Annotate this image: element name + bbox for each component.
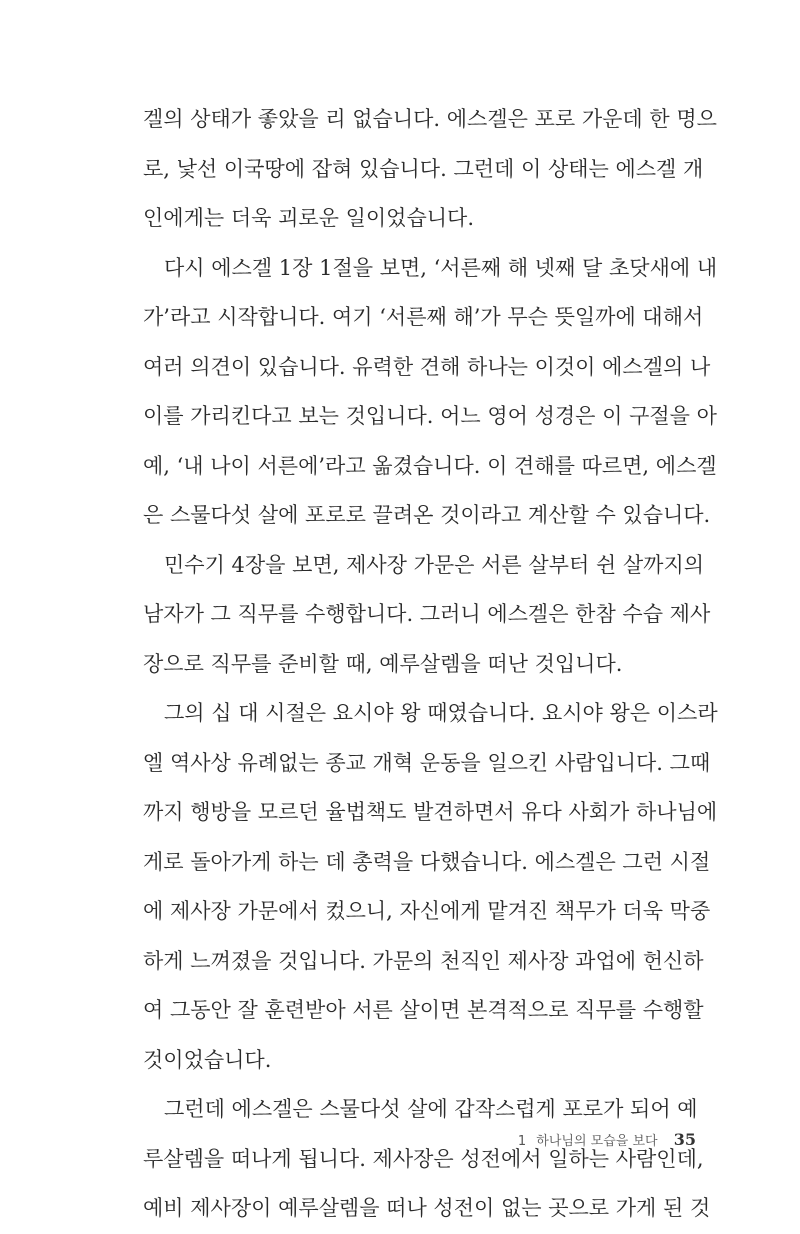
text-line: 루살렘을 떠나게 됩니다. 제사장은 성전에서 일하는 사람인데, — [143, 1146, 704, 1171]
text-line: 예비 제사장이 예루살렘을 떠나 성전이 없는 곳으로 가게 된 것 — [143, 1196, 711, 1220]
chapter-number: 1 — [517, 1134, 527, 1149]
text-line: 그의 십 대 시절은 요시야 왕 때였습니다. 요시야 왕은 이스라 — [164, 701, 718, 725]
text-line: 가’라고 시작합니다. 여기 ‘서른째 해’가 무슨 뜻일까에 대해서 — [143, 305, 704, 329]
text-line: 민수기 4장을 보면, 제사장 가문은 서른 살부터 쉰 살까지의 — [164, 552, 705, 577]
page-footer — [518, 1128, 696, 1152]
body-text — [143, 95, 718, 1234]
text-line: 은 스물다섯 살에 포로로 끌려온 것이라고 계산할 수 있습니다. — [143, 503, 711, 527]
text-line: 여러 의견이 있습니다. 유력한 견해 하나는 이것이 에스겔의 나 — [143, 354, 711, 379]
text-line: 다시 에스겔 1장 1절을 보면, ‘서른째 해 넷째 달 초닷새에 내 — [164, 255, 718, 280]
text-line: 에 제사장 가문에서 컸으니, 자신에게 맡겨진 책무가 더욱 막중 — [143, 899, 711, 923]
text-line: 것이었습니다. — [143, 1047, 272, 1072]
text-line: 겔의 상태가 좋았을 리 없습니다. 에스겔은 포로 가운데 한 명으 — [143, 107, 717, 131]
text-line: 그런데 에스겔은 스물다섯 살에 갑작스럽게 포로가 되어 예 — [164, 1097, 698, 1121]
chapter-title: 하나님의 모습을 보다 — [536, 1134, 658, 1149]
text-line: 남자가 그 직무를 수행합니다. 그러니 에스겔은 한참 수습 제사 — [143, 602, 711, 626]
text-line: 장으로 직무를 준비할 때, 예루살렘을 떠난 것입니다. — [143, 651, 623, 676]
page-number: 35 — [673, 1130, 696, 1149]
text-line: 하게 느껴졌을 것입니다. 가문의 천직인 제사장 과업에 헌신하 — [143, 948, 704, 973]
text-line: 예, ‘내 나이 서른에’라고 옮겼습니다. 이 견해를 따르면, 에스겔 — [143, 453, 717, 478]
text-line: 이를 가리킨다고 보는 것입니다. 어느 영어 성경은 이 구절을 아 — [143, 404, 717, 428]
text-line: 엘 역사상 유례없는 종교 개혁 운동을 일으킨 사람입니다. 그때 — [143, 750, 711, 775]
text-line: 까지 행방을 모르던 율법책도 발견하면서 유다 사회가 하나님에 — [143, 800, 718, 824]
text-line: 로, 낯선 이국땅에 잡혀 있습니다. 그런데 이 상태는 에스겔 개 — [143, 156, 704, 181]
text-line: 게로 돌아가게 하는 데 총력을 다했습니다. 에스겔은 그런 시절 — [143, 849, 711, 874]
text-line: 인에게는 더욱 괴로운 일이었습니다. — [143, 206, 474, 230]
text-line: 여 그동안 잘 훈련받아 서른 살이면 본격적으로 직무를 수행할 — [143, 998, 704, 1022]
